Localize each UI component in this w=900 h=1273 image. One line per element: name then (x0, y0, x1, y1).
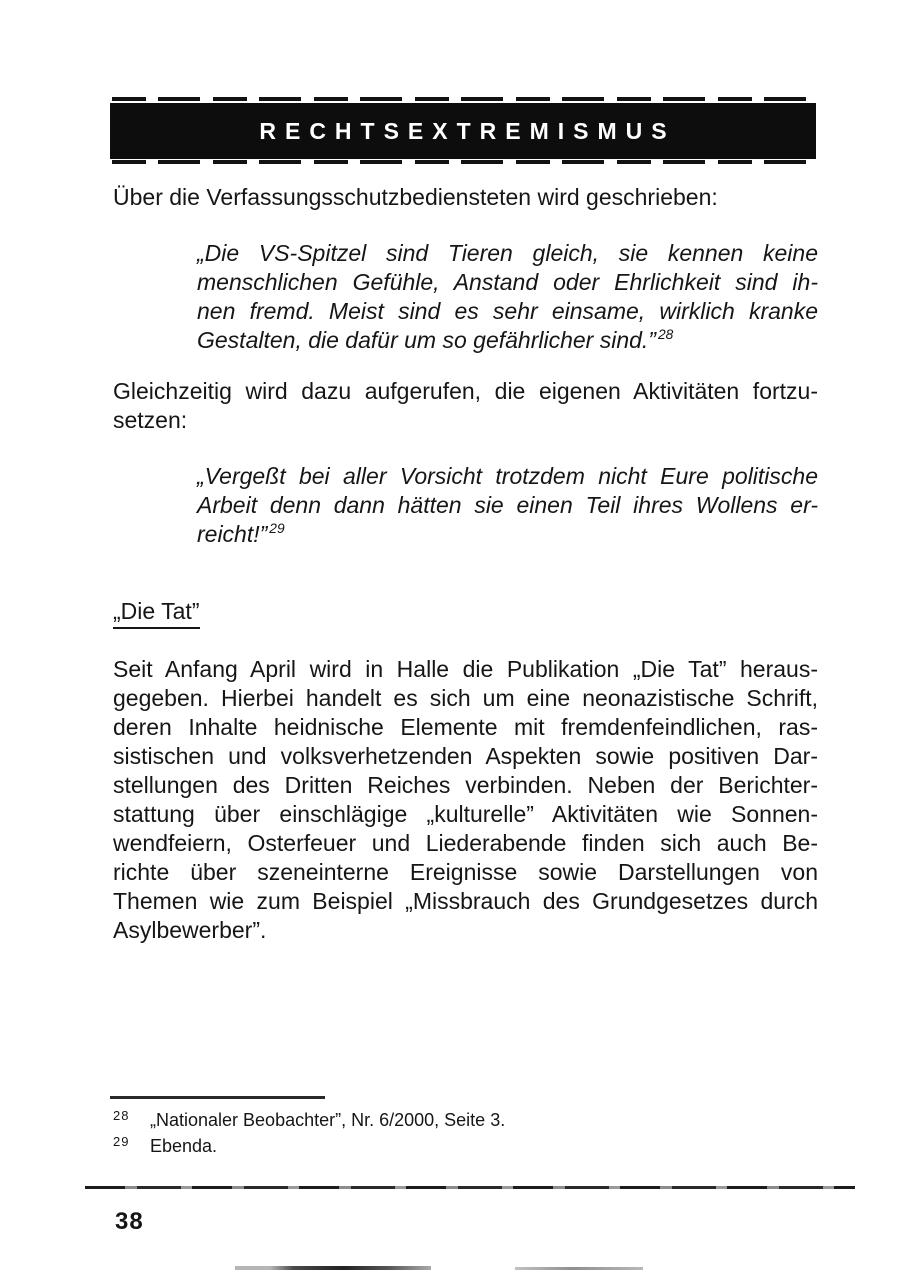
text-line: stellungen des Dritten Reiches verbinden. Neben der Berichter- (113, 772, 818, 798)
paragraph-2 (113, 377, 818, 435)
title-bar-scan-dashes-top (112, 97, 814, 101)
text-line: sistischen und volksverhetzenden Aspekten sowie positiven Dar- (113, 743, 818, 769)
footnote-29-text: Ebenda. (150, 1136, 218, 1156)
scan-artifact-line-right (515, 1267, 643, 1270)
text-line: menschlichen Gefühle, Anstand oder Ehrlichkeit sind ih- (197, 269, 818, 295)
quote-block-2 (197, 462, 818, 549)
text-line: richte über szeneinterne Ereignisse sowie Darstellungen von (113, 859, 818, 885)
text-line: Seit Anfang April wird in Halle die Publikation „Die Tat” heraus- (113, 656, 818, 682)
text-line: Über die Verfassungsschutzbediensteten wird geschrieben: (113, 184, 718, 210)
footnote-28-text: „Nationaler Beobachter”, Nr. 6/2000, Seite 3. (150, 1110, 506, 1130)
text-line: stattung über einschlägige „kulturelle” Aktivitäten wie Sonnen- (113, 801, 818, 827)
title-bar-scan-dashes-bottom (112, 160, 814, 164)
footer-rule (85, 1186, 855, 1189)
quote-block-1 (197, 239, 818, 355)
text-line: „Die VS-Spitzel sind Tieren gleich, sie kennen keine (197, 240, 818, 266)
text-line: „Vergeßt bei aller Vorsicht trotzdem nicht Eure politische (197, 463, 818, 489)
text-line: Asylbewerber”. (113, 917, 267, 943)
footnote-28-marker: 28 (113, 1108, 130, 1123)
text-line: gegeben. Hierbei handelt es sich um eine neonazistische Schrift, (113, 685, 818, 711)
paragraph-3 (113, 655, 818, 945)
text-line: setzen: (113, 407, 188, 433)
scan-artifact-line-left (235, 1266, 431, 1270)
text-line: Gleichzeitig wird dazu aufgerufen, die eigenen Aktivitäten fortzu- (113, 378, 818, 404)
section-heading-die-tat: „Die Tat” (113, 597, 200, 629)
text-line: Arbeit denn dann hätten sie einen Teil ihres Wollens er- (197, 492, 818, 518)
intro-paragraph (113, 183, 818, 212)
section-title-bar (110, 103, 816, 159)
text-line: wendfeiern, Osterfeuer und Liederabende finden sich auch Be- (113, 830, 818, 856)
section-title: RECHTSEXTREMISMUS (259, 117, 676, 144)
page-number: 38 (115, 1208, 144, 1235)
text-line: deren Inhalte heidnische Elemente mit fremdenfeindlichen, ras- (113, 714, 818, 740)
text-line: nen fremd. Meist sind es sehr einsame, wirklich kranke (197, 298, 818, 324)
footnote-29-marker: 29 (113, 1134, 130, 1149)
footnote-separator-rule (110, 1096, 325, 1099)
text-line: reicht!” $^{29}$ (197, 521, 285, 547)
text-line: Gestalten, die dafür um so gefährlicher sind.” $^{28}$ (197, 327, 674, 353)
text-line: Themen wie zum Beispiel „Missbrauch des Grundgesetzes durch (113, 888, 818, 914)
